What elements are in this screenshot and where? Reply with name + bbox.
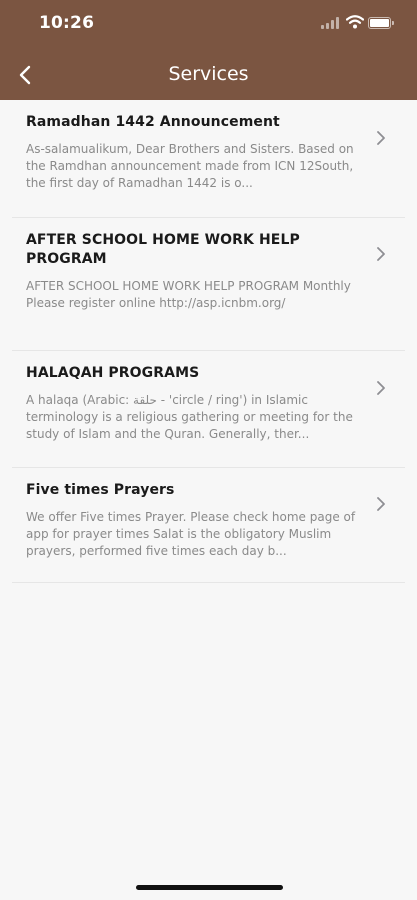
- service-item-prayers[interactable]: [0, 468, 417, 583]
- home-indicator: [136, 885, 283, 890]
- service-title: Ramadhan 1442 Announcement: [26, 114, 280, 130]
- service-description: AFTER SCHOOL HOME WORK HELP PROGRAM Monthly Please register online http://asp.icnbm.org/: [26, 279, 351, 310]
- service-description: As-salamualikum, Dear Brothers and Sisters. Based on the Ramdhan announcement made from ICN 12South, the first day of Ramadhan 1442 is o...: [26, 142, 354, 190]
- service-title: AFTER SCHOOL HOME WORK HELP PROGRAM: [26, 232, 300, 267]
- row-divider: [12, 582, 405, 583]
- navigation-header: [0, 0, 417, 100]
- service-description: We offer Five times Prayer. Please check home page of app for prayer times Salat is the obligatory Muslim prayers, performed five times each day b...: [26, 510, 356, 558]
- battery-icon: [368, 17, 391, 29]
- chevron-right-icon: [375, 130, 387, 146]
- cellular-signal-icon: [321, 17, 339, 29]
- service-title: Five times Prayers: [26, 482, 175, 498]
- chevron-right-icon: [375, 380, 387, 396]
- status-time: 10:26: [39, 13, 95, 33]
- page-title: Services: [168, 63, 249, 85]
- service-item-after-school[interactable]: [0, 218, 417, 351]
- services-list: [0, 100, 417, 583]
- service-item-ramadhan[interactable]: [0, 100, 417, 218]
- chevron-right-icon: [375, 496, 387, 512]
- chevron-right-icon: [375, 246, 387, 262]
- service-item-halaqah[interactable]: [0, 351, 417, 468]
- wifi-icon: [346, 15, 364, 29]
- service-description: A halaqa (Arabic: حلقة‎ - 'circle / ring') in Islamic terminology is a religious gathering or meeting for the study of Islam and the Quran. Generally, ther...: [26, 393, 353, 441]
- service-title: HALAQAH PROGRAMS: [26, 365, 200, 381]
